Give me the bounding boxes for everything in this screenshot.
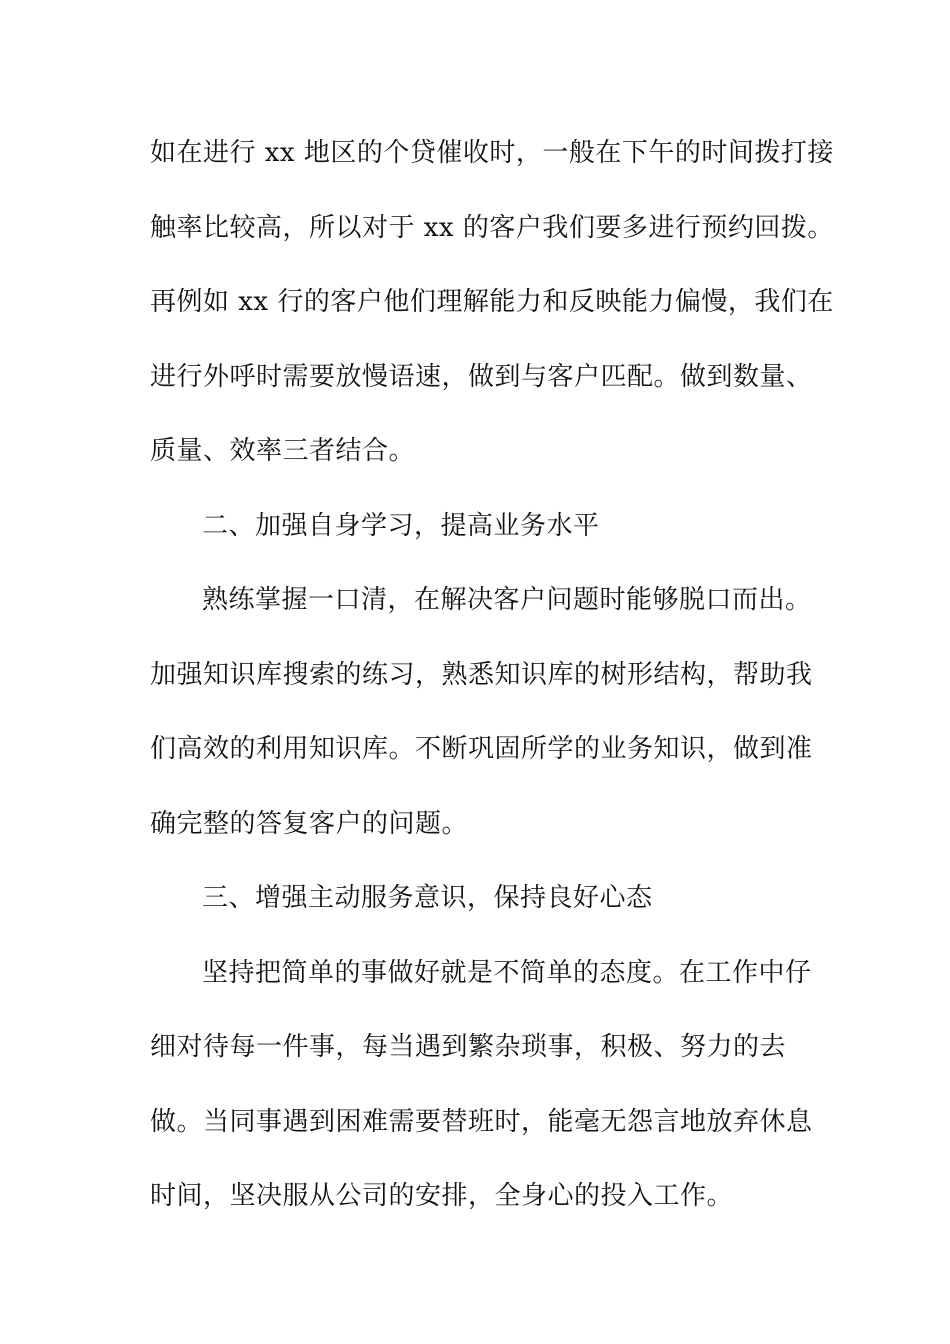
paragraph-line: 确完整的答复客户的问题。 [150,809,469,839]
section-heading: 三、增强主动服务意识，保持良好心态 [202,883,653,913]
paragraph-line: 细对待每一件事，每当遇到繁杂琐事，积极、努力的去 [150,1032,787,1062]
section-heading: 二、加强自身学习，提高业务水平 [202,511,600,541]
paragraph-line: 进行外呼时需要放慢语速，做到与客户匹配。做到数量、 [150,362,813,392]
paragraph-line: 如在进行 xx 地区的个贷催收时，一般在下午的时间拨打接 [150,138,834,168]
paragraph-line: 时间，坚决服从公司的安排，全身心的投入工作。 [150,1181,734,1211]
paragraph-line: 触率比较高，所以对于 xx 的客户我们要多进行预约回拨。 [150,213,834,243]
paragraph-line: 再例如 xx 行的客户他们理解能力和反映能力偏慢，我们在 [150,287,834,317]
paragraph-line: 做。当同事遇到困难需要替班时，能毫无怨言地放弃休息 [150,1107,813,1137]
paragraph-line: 质量、效率三者结合。 [150,436,416,466]
paragraph-line: 熟练掌握一口清，在解决客户问题时能够脱口而出。 [202,585,812,615]
paragraph-line: 们高效的利用知识库。不断巩固所学的业务知识，做到准 [150,734,813,764]
paragraph-line: 坚持把简单的事做好就是不简单的态度。在工作中仔 [202,958,812,988]
paragraph-line: 加强知识库搜索的练习，熟悉知识库的树形结构，帮助我 [150,660,813,690]
